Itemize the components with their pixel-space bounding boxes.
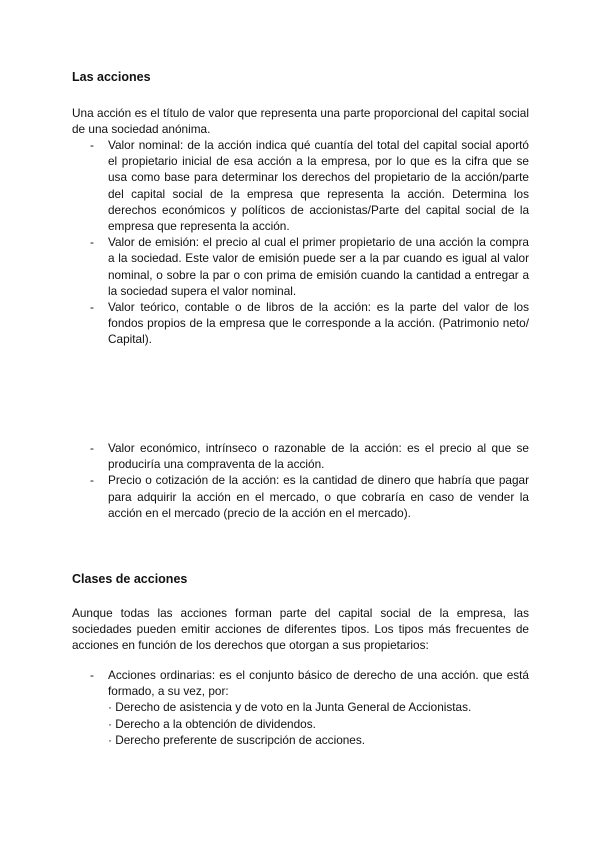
section-title-clases-de-acciones: Clases de acciones: [72, 572, 188, 586]
list-item-text: Valor nominal: de la acción indica qué cuantía del total del capital social aportó el propietario inicial de esa acción a la empresa, por lo que es la cifra que se usa como base para determinar los derechos del propietario de la acción/parte del capital social de la empresa que representa la acción. Determina los derechos económicos y políticos de accionistas/Parte del capital social de la empresa que representa la acción.: [108, 138, 529, 234]
list-item: [72, 299, 529, 348]
list-item: [72, 440, 529, 472]
list-item-text: Acciones ordinarias: es el conjunto básico de derecho de una acción. que está formado, a su vez, por:: [108, 668, 529, 699]
dash-bullet: -: [90, 441, 94, 455]
section-1-list-a: [72, 137, 529, 348]
list-item-text: Valor económico, intrínseco o razonable de la acción: es el precio al que se produciría una compraventa de la acción.: [108, 441, 529, 472]
list-item: [72, 234, 529, 299]
paragraph-clases-intro: Aunque todas las acciones forman parte del capital social de la empresa, las sociedades pueden emitir acciones de diferentes tipos. Los tipos más frecuentes de acciones en función de los derechos que otorgan a sus propietarios:: [72, 606, 529, 653]
dash-bullet: -: [90, 138, 94, 152]
paragraph-definicion-accion: Una acción es el título de valor que representa una parte proporcional del capital social de una sociedad anónima.: [72, 106, 529, 137]
section-title-las-acciones: Las acciones: [72, 70, 151, 84]
sub-list-item: · Derecho preferente de suscripción de acciones.: [108, 732, 366, 747]
list-item-text: Valor teórico, contable o de libros de la acción: es la parte del valor de los fondos propios de la empresa que le corresponde a la acción. (Patrimonio neto/ Capital).: [108, 300, 529, 347]
list-item: [72, 137, 529, 234]
dash-bullet: -: [90, 300, 94, 315]
list-item-text: Precio o cotización de la acción: es la cantidad de dinero que habría que pagar para adquirir la acción en el mercado, o que cobraría en caso de vender la acción en el mercado (precio de la acción en el mercado).: [108, 473, 529, 520]
section-2-list: [72, 667, 529, 748]
section-1-intro-block: [72, 105, 529, 137]
sub-list: [108, 699, 529, 748]
sub-list-item: · Derecho a la obtención de dividendos.: [108, 716, 316, 731]
dash-bullet: -: [90, 235, 94, 250]
dash-bullet: -: [90, 668, 94, 682]
sub-list-item: · Derecho de asistencia y de voto en la Junta General de Accionistas.: [108, 700, 472, 715]
dash-bullet: -: [90, 473, 94, 488]
list-item-text: Valor de emisión: el precio al cual el primer propietario de una acción la compra a la sociedad. Este valor de emisión puede ser a la par cuando es igual al valor nominal, o sobre la par o con prima de emisión cuando la cantidad a entregar a la sociedad supera el valor nominal.: [108, 235, 529, 298]
section-1-list-b: [72, 440, 529, 521]
section-2-intro-block: [72, 605, 529, 654]
list-item: [72, 667, 529, 748]
list-item: [72, 472, 529, 521]
